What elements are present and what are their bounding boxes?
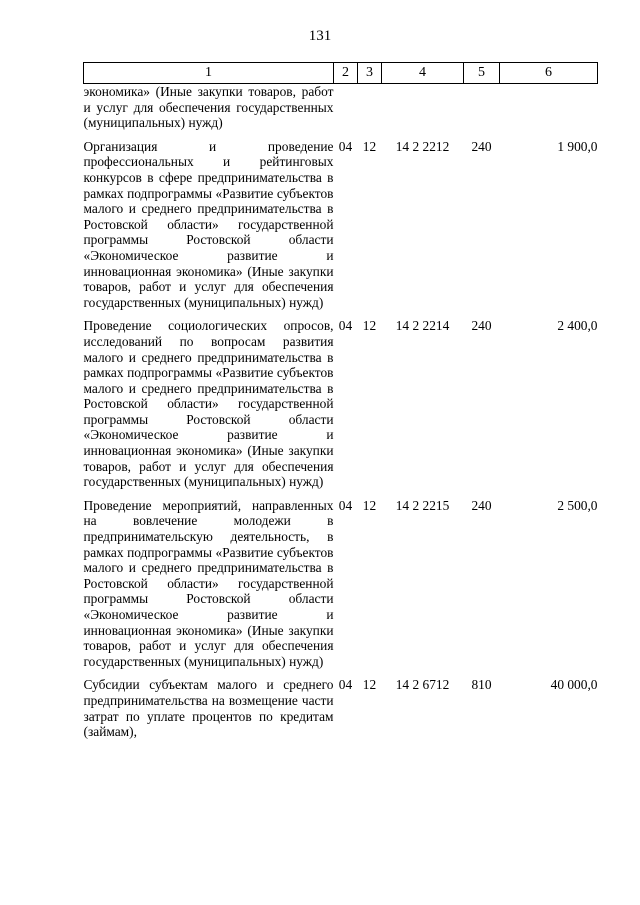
row-subsection: [358, 84, 382, 131]
row-target-article: 14 2 2212: [395, 138, 450, 154]
header-col-1: 1: [84, 63, 334, 84]
table-row: [84, 84, 598, 131]
row-target-article: 14 2 2215: [395, 497, 450, 513]
row-target-article: 14 2 6712: [395, 677, 450, 693]
table-header-row: [84, 63, 598, 84]
budget-table: [83, 62, 598, 740]
table-row: [84, 316, 598, 490]
header-col-5: 5: [464, 63, 500, 84]
row-subsection: 12: [362, 138, 377, 154]
row-name: Субсидии субъектам малого и среднего предпринимательства на возмещение части затрат по уплате процентов по кредитам (займам),: [83, 677, 334, 740]
row-amount: 2 500,0: [557, 497, 598, 513]
row-name: Проведение социологических опросов, исследований по вопросам развития малого и среднего предпринимательства в рамках подпрограммы «Развитие субъектов малого и среднего предпринимательства в Ростовской области» государственной программы Ростовской области «Экономическое развитие и инновационная экономика» (Иные закупки товаров, работ и услуг для обеспечения государственных (муниципальных) нужд): [83, 318, 334, 490]
row-section: 04: [338, 138, 353, 154]
row-subsection: 12: [362, 677, 377, 693]
row-amount: 40 000,0: [550, 677, 598, 693]
table-row: [84, 496, 598, 670]
row-target-article: [382, 84, 464, 131]
row-section: 04: [338, 677, 353, 693]
header-col-3: 3: [358, 63, 382, 84]
row-target-article: 14 2 2214: [395, 318, 450, 334]
row-amount: 1 900,0: [557, 138, 598, 154]
page-number: 131: [308, 28, 332, 44]
row-expense-type: 810: [471, 677, 492, 693]
row-section: 04: [338, 318, 353, 334]
header-col-2: 2: [334, 63, 358, 84]
row-expense-type: [464, 84, 500, 131]
row-expense-type: 240: [471, 497, 492, 513]
row-name: Организация и проведение профессиональных и рейтинговых конкурсов в сфере предпринимательства в рамках подпрограммы «Развитие субъектов малого и среднего предпринимательства в Ростовской области» государственной программы Ростовской области «Экономическое развитие и инновационная экономика» (Иные закупки товаров, работ и услуг для обеспечения государственных (муниципальных) нужд): [83, 138, 334, 310]
row-expense-type: 240: [471, 318, 492, 334]
row-amount: [500, 84, 598, 131]
table-row: [84, 675, 598, 739]
row-amount: 2 400,0: [557, 318, 598, 334]
header-col-6: 6: [500, 63, 598, 84]
row-subsection: 12: [362, 318, 377, 334]
row-section: 04: [338, 497, 353, 513]
table-row: [84, 137, 598, 311]
row-name: экономика» (Иные закупки товаров, работ и услуг для обеспечения государственных (муниципальных) нужд): [83, 84, 334, 131]
row-subsection: 12: [362, 497, 377, 513]
row-name: Проведение мероприятий, направленных на вовлечение молодежи в предпринимательскую деятельность, в рамках подпрограммы «Развитие субъектов малого и среднего предпринимательства в Ростовской области» государственной программы Ростовской области «Экономическое развитие и инновационная экономика» (Иные закупки товаров, работ и услуг для обеспечения государственных (муниципальных) нужд): [83, 497, 334, 669]
header-col-4: 4: [382, 63, 464, 84]
row-expense-type: 240: [471, 138, 492, 154]
row-section: [334, 84, 358, 131]
